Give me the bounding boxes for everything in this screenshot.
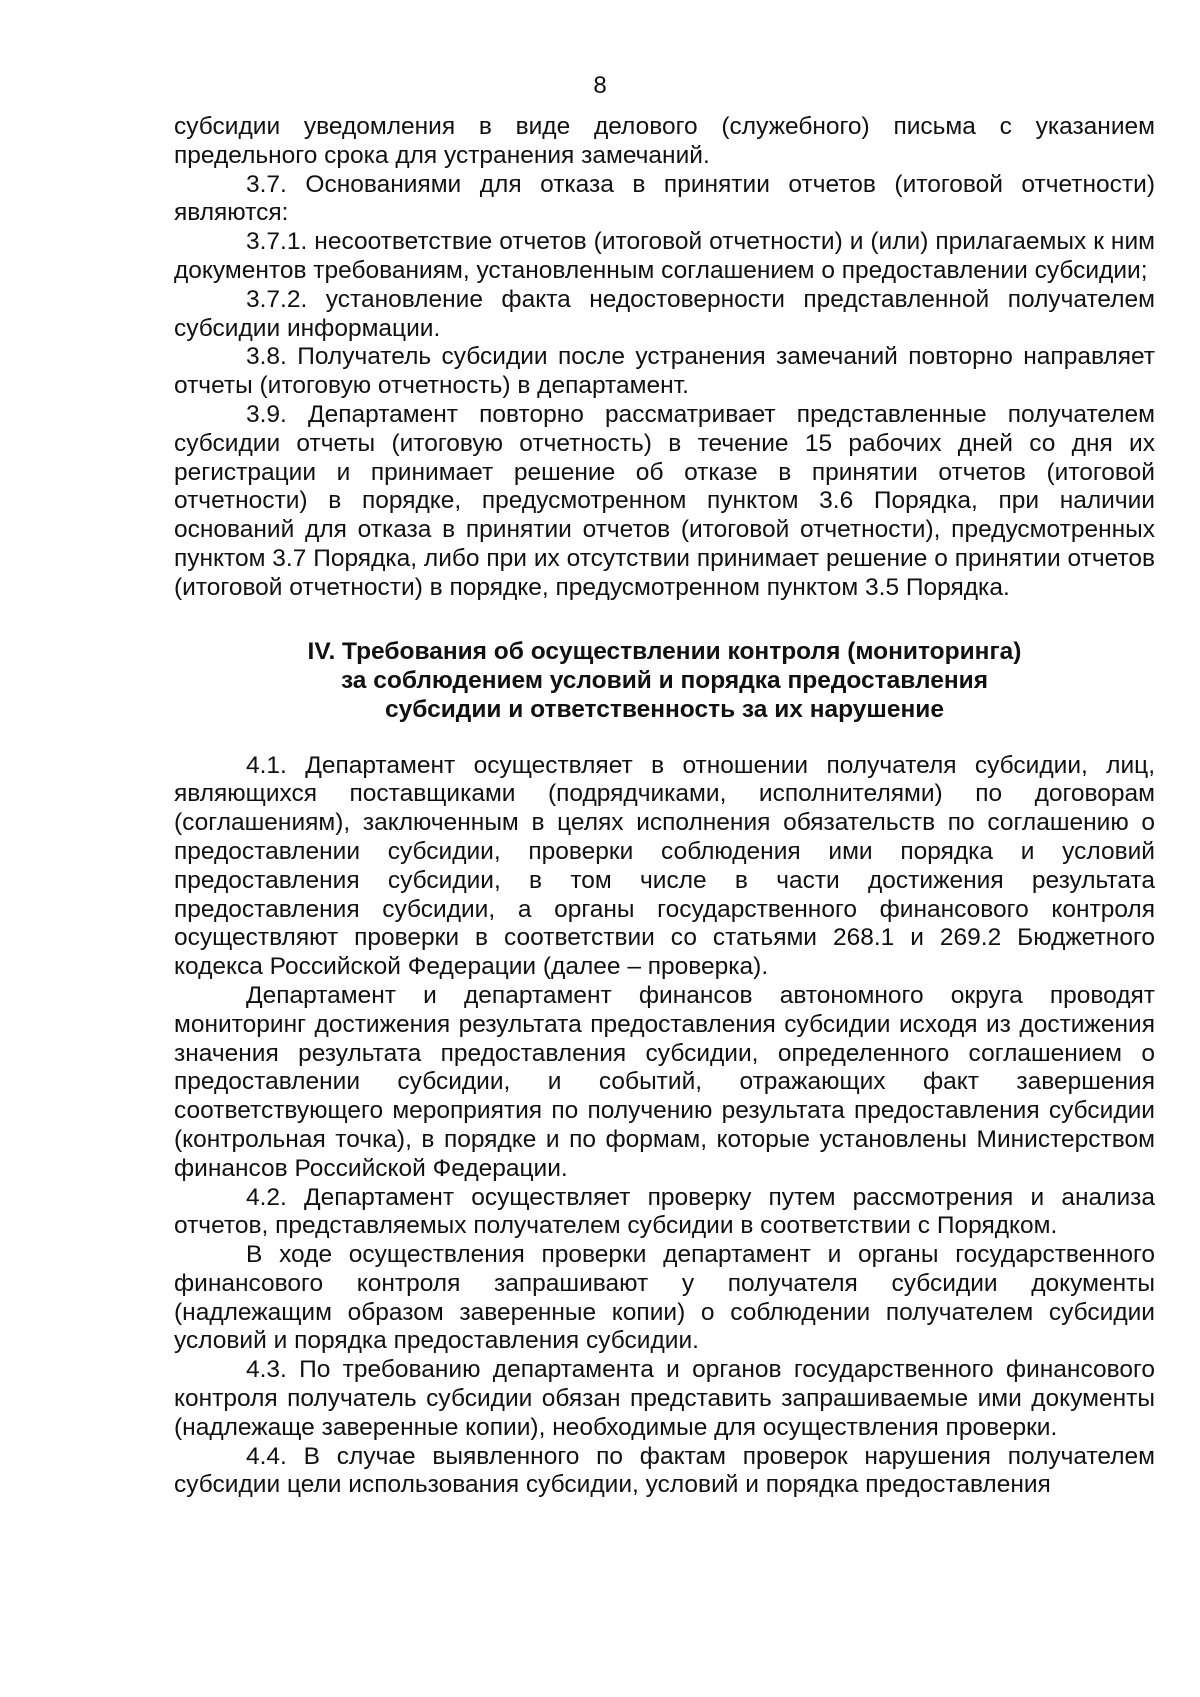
section-heading-line: субсидии и ответственность за их нарушение (385, 695, 944, 723)
paragraph-3-9: 3.9. Департамент повторно рассматривает представленные получателем субсидии отчеты (итоговую отчетность) в течение 15 рабочих дней со дня их регистрации и принимает решение об отказе в принятии отчетов (итоговой отчетности) в порядке, предусмотренном пунктом 3.6 Порядка, при наличии оснований для отказа в принятии отчетов (итоговой отчетности), предусмотренных пунктом 3.7 Порядка, либо при их отсутствии принимает решение о принятии отчетов (итоговой отчетности) в порядке, предусмотренном пунктом 3.5 Порядка. (174, 400, 1155, 601)
paragraph-4-3: 4.3. По требованию департамента и органов государственного финансового контроля получатель субсидии обязан представить запрашиваемые ими документы (надлежаще заверенные копии), необходимые для осуществления проверки. (174, 1356, 1155, 1441)
section-heading-line: за соблюдением условий и порядка предоставления (340, 666, 989, 694)
paragraph-inspection: В ходе осуществления проверки департамент и органы государственного финансового контроля запрашивают у получателя субсидии документы (надлежащим образом заверенные копии) о соблюдении получателем субсидии условий и порядка предоставления субсидии. (174, 1241, 1155, 1355)
paragraph-3-7-2: 3.7.2. установление факта недостоверности представленной получателем субсидии информации. (174, 285, 1155, 342)
paragraph: субсидии уведомления в виде делового (служебного) письма с указанием предельного срока для устранения замечаний. (174, 113, 1155, 169)
paragraph-monitoring: Департамент и департамент финансов автономного округа проводят мониторинг достижения результата предоставления субсидии исходя из достижения значения результата предоставления субсидии, определенного соглашением о предоставлении субсидии, и событий, отражающих факт завершения соответствующего мероприятия по получению результата предоставления субсидии (контрольная точка), в порядке и по формам, которые установлены Министерством финансов Российской Федерации. (174, 981, 1155, 1182)
paragraph-3-7-1: 3.7.1. несоответствие отчетов (итоговой отчетности) и (или) прилагаемых к ним документов требованиям, установленным соглашением о предоставлении субсидии; (174, 228, 1155, 284)
page-number: 8 (593, 72, 607, 99)
section-heading-line: IV. Требования об осуществлении контроля (мониторинга) (307, 637, 1022, 665)
document-body (174, 113, 1155, 1500)
paragraph-4-1: 4.1. Департамент осуществляет в отношении получателя субсидии, лиц, являющихся поставщиками (подрядчиками, исполнителями) по договорам (соглашениям), заключенным в целях исполнения обязательств по соглашению о предоставлении субсидии, проверки соблюдения ими порядка и условий предоставления субсидии, в том числе в части достижения результата предоставления субсидии, а органы государственного финансового контроля осуществляют проверки в соответствии со статьями 268.1 и 269.2 Бюджетного кодекса Российской Федерации (далее – проверка). (174, 751, 1155, 981)
paragraph-3-7: 3.7. Основаниями для отказа в принятии отчетов (итоговой отчетности) являются: (174, 170, 1155, 227)
section-heading (174, 637, 1155, 724)
paragraph-4-2: 4.2. Департамент осуществляет проверку путем рассмотрения и анализа отчетов, представляемых получателем субсидии в соответствии с Порядком. (174, 1183, 1155, 1240)
paragraph-4-4: 4.4. В случае выявленного по фактам проверок нарушения получателем субсидии цели использования субсидии, условий и порядка предоставления (174, 1442, 1155, 1499)
paragraph-3-8: 3.8. Получатель субсидии после устранения замечаний повторно направляет отчеты (итоговую отчетность) в департамент. (174, 343, 1155, 400)
